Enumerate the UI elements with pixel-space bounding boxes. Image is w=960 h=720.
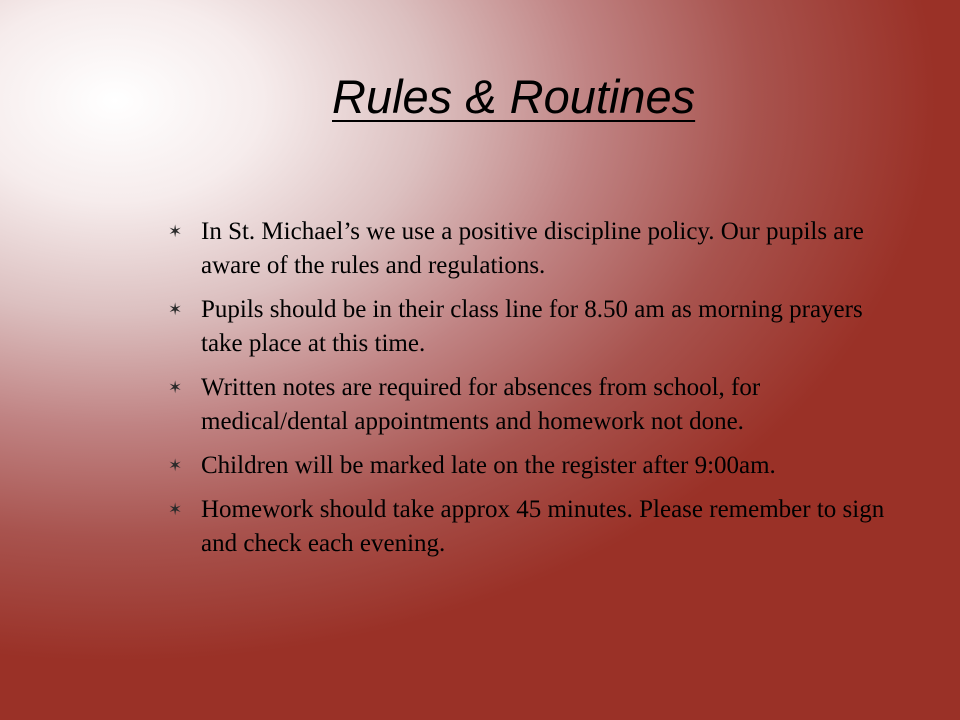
- bullet-text: Written notes are required for absences from school, for medical/dental appointments and homework not done.: [201, 374, 761, 435]
- bullet-list: [168, 215, 888, 571]
- bullet-text: In St. Michael’s we use a positive discipline policy. Our pupils are aware of the rules and regulations.: [201, 218, 864, 279]
- bullet-item: [168, 293, 888, 361]
- star-bullet-icon: ✶: [168, 300, 183, 320]
- bullet-text: Homework should take approx 45 minutes. Please remember to sign and check each evening.: [201, 496, 885, 557]
- star-bullet-icon: ✶: [168, 222, 183, 242]
- slide-title: Rules & Routines: [332, 70, 696, 123]
- star-bullet-icon: ✶: [168, 456, 183, 476]
- bullet-text: Pupils should be in their class line for 8.50 am as morning prayers take place at this time.: [201, 296, 863, 357]
- star-bullet-icon: ✶: [168, 500, 183, 520]
- bullet-item: [168, 371, 888, 439]
- bullet-item: [168, 215, 888, 283]
- bullet-text: Children will be marked late on the register after 9:00am.: [201, 452, 776, 479]
- bullet-item: [168, 493, 888, 561]
- star-bullet-icon: ✶: [168, 378, 183, 398]
- bullet-item: [168, 449, 888, 483]
